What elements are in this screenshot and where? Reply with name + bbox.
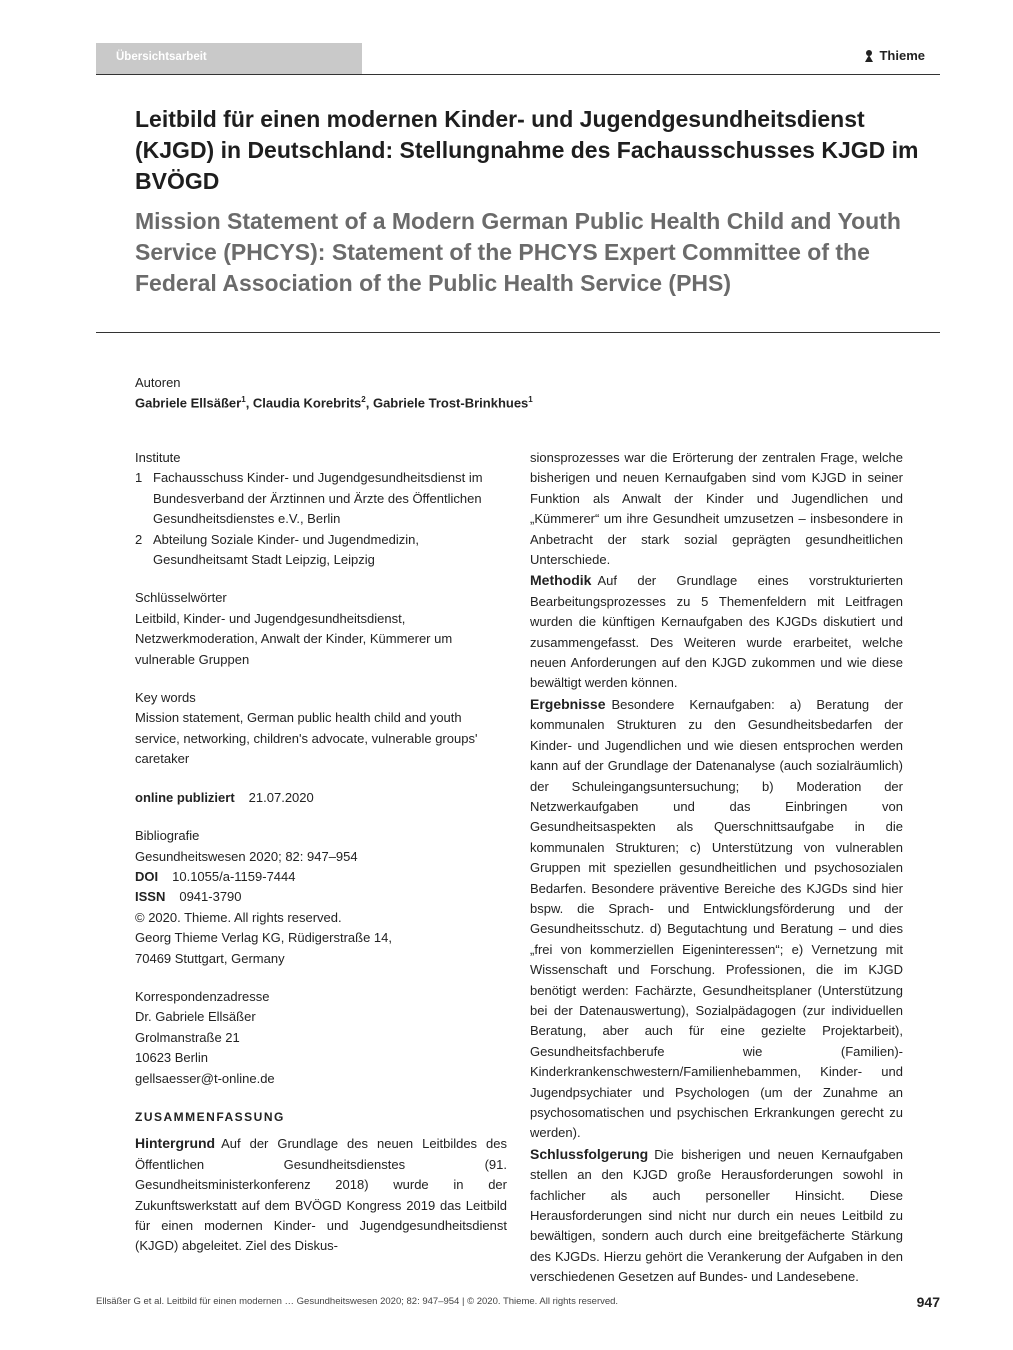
hintergrund-label: Hintergrund (135, 1135, 216, 1152)
schlussfolgerung-label: Schlussfolgerung (530, 1145, 649, 1162)
page-number: 947 (916, 1294, 940, 1310)
bibliografie-label: Bibliografie (135, 828, 200, 844)
schluesselwoerter-label: Schlüsselwörter (135, 590, 227, 606)
author-affiliation: 2 (361, 395, 366, 404)
publisher-address-2: 70469 Stuttgart, Germany (135, 950, 285, 966)
thieme-logo-icon (863, 49, 875, 63)
author-separator: , (365, 395, 373, 411)
keywords-label: Key words (135, 690, 196, 706)
zusammenfassung-heading: ZUSAMMENFASSUNG (135, 1109, 285, 1124)
left-column (135, 448, 507, 1257)
issn-line (135, 887, 507, 907)
header-divider (96, 74, 940, 75)
title-divider (96, 332, 940, 333)
institutes-section (135, 448, 507, 570)
korrespondenz-email[interactable]: gellsaesser@t-online.de (135, 1070, 275, 1086)
institute-text: Fachausschuss Kinder- und Jugendgesundheitsdienst im Bundesverband der Ärztinnen und Ärzte des Öffentlichen Gesundheitsdienstes e.V., Berlin (153, 470, 483, 527)
title-german: Leitbild für einen modernen Kinder- und Jugendgesundheitsdienst (KJGD) in Deutschland: Stellungnahme des Fachausschusses KJGD im BVÖGD (135, 106, 919, 194)
online-date: 21.07.2020 (248, 789, 314, 805)
korrespondenz-label: Korrespondenzadresse (135, 988, 270, 1004)
institute-number: 2 (135, 531, 143, 547)
author-name: Gabriele Trost-Brinkhues (372, 395, 529, 411)
methodik-text: Auf der Grundlage eines vorstrukturierten Bearbeitungsprozesses zu 5 Themenfeldern mit Leitfragen wurden die künftigen Kernaufgaben des KJGDs diskutiert und zusammengefasst. Des Weiteren wurde erarbeitet, welche neuen Anforderungen auf den KJGD zukommen und wie diese bewältigt werden können. (530, 573, 903, 691)
hintergrund-continued: sionsprozesses war die Erörterung der zentralen Frage, welche bisherigen und neuen Kernaufgaben sind vom KJGD in seiner Funktion als Anwalt der Kinder und Jugendlichen und „Kümmerer“ um ihre Gesundheit umzusetzen – insbesondere in Anbetracht der stark sozial geprägten gesundheitlichen Unterschiede. (530, 450, 903, 568)
ergebnisse-label: Ergebnisse (530, 695, 606, 712)
publisher-name: Thieme (879, 48, 925, 63)
schluesselwoerter-text: Leitbild, Kinder- und Jugendgesundheitsdienst, Netzwerkmoderation, Anwalt der Kinder, Kümmerer um vulnerable Gruppen (135, 610, 453, 667)
schlussfolgerung-paragraph (530, 1144, 903, 1288)
authors-label: Autoren (135, 375, 181, 390)
keywords-text: Mission statement, German public health child and youth service, networking, children's advocate, vulnerable groups' caretaker (135, 710, 478, 767)
issn-label: ISSN (135, 889, 166, 905)
title-english: Mission Statement of a Modern German Public Health Child and Youth Service (PHCYS): Statement of the PHCYS Expert Committee of the Federal Association of the Public Health Service (PHS) (135, 208, 901, 296)
issn-value: 0941-3790 (179, 889, 242, 905)
korrespondenz-section (135, 987, 507, 1089)
hintergrund-paragraph (135, 1133, 507, 1256)
korrespondenz-street: Grolmanstraße 21 (135, 1029, 240, 1045)
section-label-bar (96, 43, 362, 74)
methodik-label: Methodik (530, 572, 592, 589)
right-column (530, 448, 903, 1288)
author-affiliation: 1 (528, 395, 533, 404)
korrespondenz-city: 10623 Berlin (135, 1050, 208, 1066)
institute-item (135, 530, 507, 571)
publisher-brand (863, 48, 925, 63)
ergebnisse-paragraph (530, 694, 903, 1144)
korrespondenz-name: Dr. Gabriele Ellsäßer (135, 1009, 256, 1025)
doi-line (135, 867, 507, 887)
doi-label: DOI (135, 868, 159, 884)
keywords-section (135, 688, 507, 770)
institute-item (135, 468, 507, 529)
institutes-label: Institute (135, 450, 181, 465)
hintergrund-text: Auf der Grundlage des neuen Leitbildes des Öffentlichen Gesundheitsdienstes (91. Gesundheitsministerkonferenz 2018) wurde in der Zukunftswerkstatt auf dem BVÖGD Kongress 2019 das Leitbild für einen modernen Kinder- und Jugendgesundheitsdienst (KJGD) abgeleitet. Ziel des Diskus- (135, 1136, 507, 1254)
author-separator: , (245, 395, 253, 411)
author-list (135, 395, 533, 410)
publisher-address-1: Georg Thieme Verlag KG, Rüdigerstraße 14, (135, 930, 392, 946)
methodik-paragraph (530, 570, 903, 693)
author-name: Gabriele Ellsäßer (135, 395, 242, 411)
author-affiliation: 1 (241, 395, 246, 404)
online-published (135, 788, 507, 808)
institute-number: 1 (135, 470, 143, 486)
bibliografie-journal: Gesundheitswesen 2020; 82: 947–954 (135, 848, 358, 864)
ergebnisse-text: Besondere Kernaufgaben: a) Beratung der kommunalen Strukturen zu den Gesundheitsbedarfen der Kinder- und Jugendlichen und wie diesen entsprochen werden kann auf der Grundlage der Datenanalyse (auch sozialräumlich) der Schuleingangsuntersuchung; b) Moderation der Netzwerkaufgaben und das Einbringen von Gesundheitsaspekten als Querschnittsaufgabe in die kommunalen Strukturen; c) Unterstützung von vulnerablen Gruppen mit speziellen gesundheitlichen und psychosozialen Bedarfen. Besondere präventive Bereiche des KJGDs sind hier bspw. die Sprach- und Entwicklungsförderung und der Gesundheitsschutz. d) Begutachtung und Beratung – und dies „frei von kommerziellen Eigeninteressen“; e) Vernetzung mit Wissenschaft und Forschung. Professionen, die im KJGD benötigt werden: Fachärzte, Gesundheitsplaner (Unterstützung bei der Datenauswertung), Sozialpädagogen (zur individuellen Beratung, aber auch für eine gezielte Projektarbeit), Gesundheitsfachberufe wie (Familien)-Kinderkrankenschwestern/Familienhebammen, Kinder- und Jugendpsychiater und Psychologen (um der Zunahme an psychosomatischen und psychischen Erkrankungen gerecht zu werden). (530, 696, 903, 1141)
section-label: Übersichtsarbeit (116, 51, 207, 63)
author-name: Claudia Korebrits (252, 395, 362, 411)
online-label: online publiziert (135, 789, 235, 805)
schluesselwoerter-section (135, 588, 507, 670)
schlussfolgerung-text: Die bisherigen und neuen Kernaufgaben stellen an den KJGD große Herausforderungen sowohl in fachlicher als auch personeller Hinsicht. Diese Herausforderungen sind nicht nur durch ein neues Leitbild zu bewältigen, sondern auch durch eine breitgefächerte Stärkung des KJGDs. Hierzu gehört die Verankerung der Aufgaben in den verschiedenen Gesetzen auf Bundes- und Landesebene. (530, 1146, 903, 1285)
copyright-text: © 2020. Thieme. All rights reserved. (135, 909, 342, 925)
bibliografie-section (135, 826, 507, 969)
footer-citation: Ellsäßer G et al. Leitbild für einen modernen … Gesundheitswesen 2020; 82: 947–954 | © 2020. Thieme. All rights reserved. (96, 1296, 619, 1307)
institute-text: Abteilung Soziale Kinder- und Jugendmedizin, Gesundheitsamt Stadt Leipzig, Leipzig (153, 531, 419, 568)
doi-link[interactable]: 10.1055/a-1159-7444 (172, 868, 296, 884)
